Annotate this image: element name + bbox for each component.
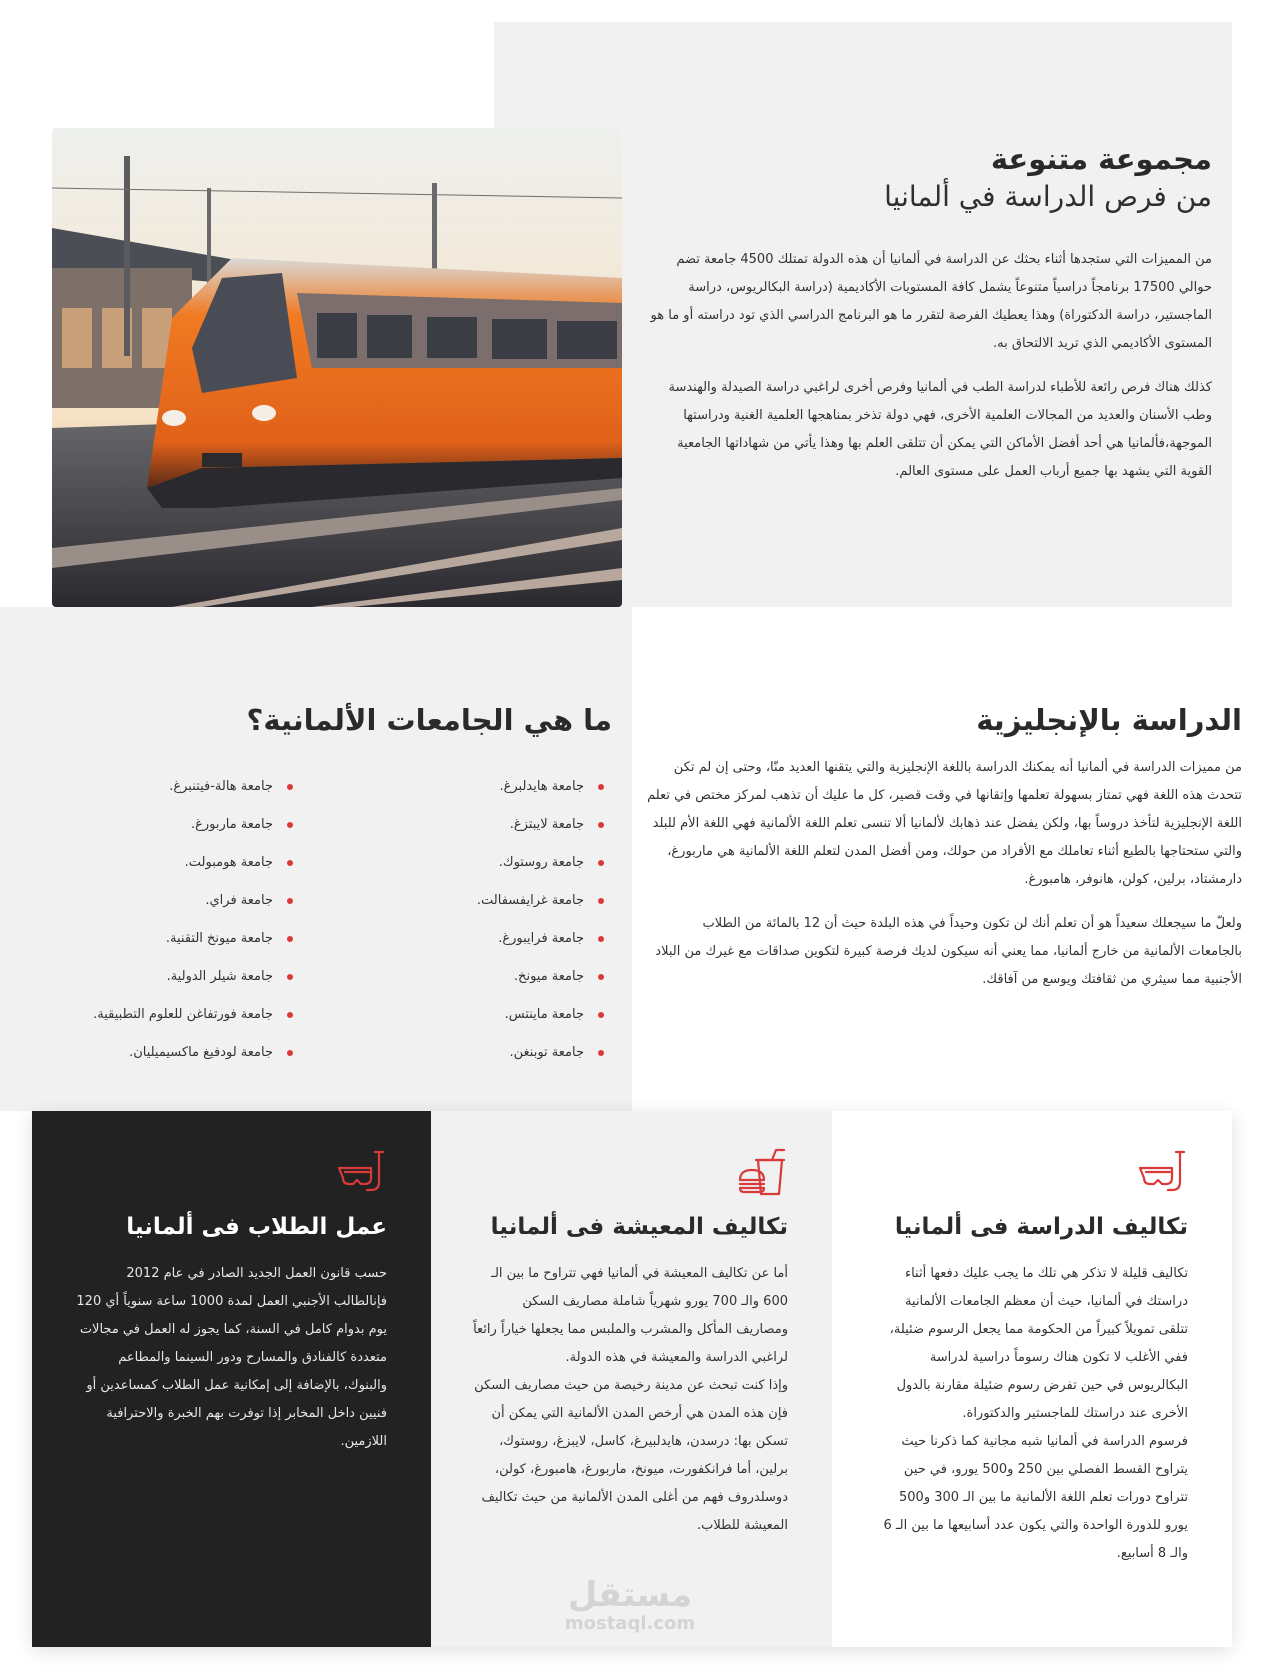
list-item: جامعة شيلر الدولية.	[40, 958, 293, 996]
living-costs-card	[431, 1111, 832, 1647]
universities-heading	[200, 700, 612, 740]
list-item: جامعة غرايفسفالت.	[404, 882, 604, 920]
english-study-section	[646, 700, 1242, 994]
list-item: جامعة ماربورغ.	[40, 806, 293, 844]
english-study-paragraph-1: من مميزات الدراسة في ألمانيا أنه يمكنك الدراسة باللغة الإنجليزية والتي يتقنها العديد منّا، وحتى إن لم تكن تتحدث هذه اللغة فهي تمتاز بسهولة تعلمها وإتقانها في وقت قصير، كل ما عليك أن تذهب لمركز مختص في تعلم اللغة الإنجليزية لتأخذ دروساً بها، ولكن يفضل عند ذهابك لألمانيا ألا تنسى تعلم اللغة الألمانية فهي اللغة الأم للبلد والتي ستحتاجها بالطبع أثناء تعاملك مع الأفراد من حولك، ومن أفضل المدن لتعلم اللغة الألمانية هي ماربورغ، دارمشتاد، برلين، كولن، هانوفر، هامبورغ.	[647, 760, 1242, 887]
study-costs-text-2: فرسوم الدراسة في ألمانيا شبه مجانية كما ذكرنا حيث يتراوح القسط الفصلي بين 250 و500 يورو، في حين تتراوح دورات تعلم اللغة الألمانية ما بين الـ 300 و500 يورو للدورة الواحدة والتي يكون عدد أسابيعها ما بين الـ 6 والـ 8 أسابيع.	[883, 1434, 1188, 1561]
universities-title: ما هي الجامعات الألمانية؟	[246, 703, 612, 737]
list-item: جامعة ميونخ التقنية.	[40, 920, 293, 958]
list-item: جامعة هومبولت.	[40, 844, 293, 882]
student-work-title: عمل الطلاب فى ألمانيا	[126, 1214, 387, 1240]
list-item: جامعة فورتفاغن للعلوم التطبيقية.	[40, 996, 293, 1034]
section1-text	[642, 140, 1212, 486]
universities-list-2	[40, 768, 293, 1072]
list-item: جامعة فرايبورغ.	[404, 920, 604, 958]
fast-food-icon	[736, 1146, 788, 1198]
universities-list-1	[404, 768, 604, 1072]
student-work-card	[32, 1111, 431, 1647]
train-photo	[52, 128, 622, 607]
list-item: جامعة هالة-فيتنبرغ.	[40, 768, 293, 806]
list-item: جامعة هايدلبرغ.	[404, 768, 604, 806]
watermark-arabic: مستقل	[567, 1575, 693, 1615]
english-study-paragraph-2: ولعلّ ما سيجعلك سعيداً هو أن تعلم أنك لن تكون وحيداً في هذه البلدة حيث أن 12 بالمائة من الطلاب بالجامعات الألمانية من خارج ألمانيا، مما يعني أنه سيكون لديك فرصة كبيرة لتكوين صداقات مع غيرك من البلاد الأجنبية مما سيثري من ثقافتك ويوسع من آفاقك.	[655, 916, 1242, 987]
english-study-title: الدراسة بالإنجليزية	[976, 703, 1242, 737]
living-costs-text-2: وإذا كنت تبحث عن مدينة رخيصة من حيث مصاريف السكن فإن هذه المدن هي أرخص المدن الألمانية التي يمكن أن تسكن بها: درسدن، هايدلبيرغ، كاسل، لايبزغ، روستوك، برلين، أما فرانكفورت، ميونخ، ماربورغ، هامبورغ، كولن، دوسلدروف فهم من أغلى المدن الألمانية من حيث تكاليف المعيشة للطلاب.	[474, 1378, 788, 1533]
list-item: جامعة ماينتس.	[404, 996, 604, 1034]
study-costs-card	[832, 1111, 1232, 1647]
list-item: جامعة توبنغن.	[404, 1034, 604, 1072]
snorkel-mask-icon	[1136, 1146, 1188, 1198]
living-costs-title: تكاليف المعيشة فى ألمانيا	[490, 1214, 788, 1240]
section1-paragraph-2: كذلك هناك فرص رائعة للأطباء لدراسة الطب في ألمانيا وفرص أخرى لراغبي دراسة الصيدلة والهندسة وطب الأسنان والعديد من المجالات العلمية الأخرى، فهي دولة تذخر بمناهجها العلمية الغنية ودراستها الموجهة،فألمانيا هي أحد أفضل الأماكن التي يمكن أن تتلقى العلم بها وهذا يأتي من شهاداتها الجامعية القوية التي يشهد بها جميع أرباب العمل على مستوى العالم.	[668, 380, 1212, 479]
section1-title: مجموعة متنوعة	[990, 142, 1212, 176]
list-item: جامعة روستوك.	[404, 844, 604, 882]
list-item: جامعة ميونخ.	[404, 958, 604, 996]
list-item: جامعة لايبتزغ.	[404, 806, 604, 844]
snorkel-mask-icon	[335, 1146, 387, 1198]
study-costs-text-1: تكاليف قليلة لا تذكر هي تلك ما يجب عليك دفعها أثناء دراستك في ألمانيا، حيث أن معظم الجامعات الألمانية تتلقى تمويلاً كبيراً من الحكومة مما يجعل الرسوم ضئيلة، ففي الأغلب لا تكون هناك رسوماً دراسية لدراسة البكالريوس في حين تفرض رسوم ضئيلة مقارنة بالدول الأخرى عند دراستك للماجستير والدكتوراة.	[889, 1266, 1188, 1421]
mostaql-watermark	[550, 1576, 710, 1634]
train-illustration	[52, 128, 622, 607]
section1-subtitle: من فرص الدراسة في ألمانيا	[884, 180, 1212, 213]
living-costs-text-1: أما عن تكاليف المعيشة في ألمانيا فهي تتراوح ما بين الـ 600 والـ 700 يورو شهرياً شاملة مصاريف السكن ومصاريف المأكل والمشرب والملبس مما يجعلها خياراً رائعاً لراغبي الدراسة والمعيشة في هذه الدولة.	[473, 1266, 788, 1365]
list-item: جامعة لودفيغ ماكسيميليان.	[40, 1034, 293, 1072]
list-item: جامعة فراي.	[40, 882, 293, 920]
study-costs-title: تكاليف الدراسة فى ألمانيا	[894, 1214, 1188, 1240]
watermark-english: mostaql.com	[564, 1613, 696, 1634]
section1-paragraph-1: من المميزات التي ستجدها أثناء بحثك عن الدراسة في ألمانيا أن هذه الدولة تمتلك 4500 جامعة تضم حوالي 17500 برنامجاً دراسياً متنوعاً يشمل كافة المستويات الأكاديمية (دراسة البكالريوس، دراسة الماجستير، دراسة الدكتوراة) وهذا يعطيك الفرصة لتقرر ما هو البرنامج الدراسي الذي تود دراسته أو ما هو المستوى الأكاديمي الذي تريد الالتحاق به.	[650, 252, 1212, 351]
student-work-text-1: حسب قانون العمل الجديد الصادر في عام 2012 فإنالطالب الأجنبي العمل لمدة 1000 ساعة سنوياً أي 120 يوم بدوام كامل في السنة، كما يجوز له العمل في مجالات متعددة كالفنادق والمسارح ودور السينما والمطاعم والبنوك، بالإضافة إلى إمكانية عمل الطلاب كمساعدين أو فنيين داخل المخابر إذا توفرت بهم الخبرة والاحترافية اللازمين.	[76, 1266, 387, 1449]
